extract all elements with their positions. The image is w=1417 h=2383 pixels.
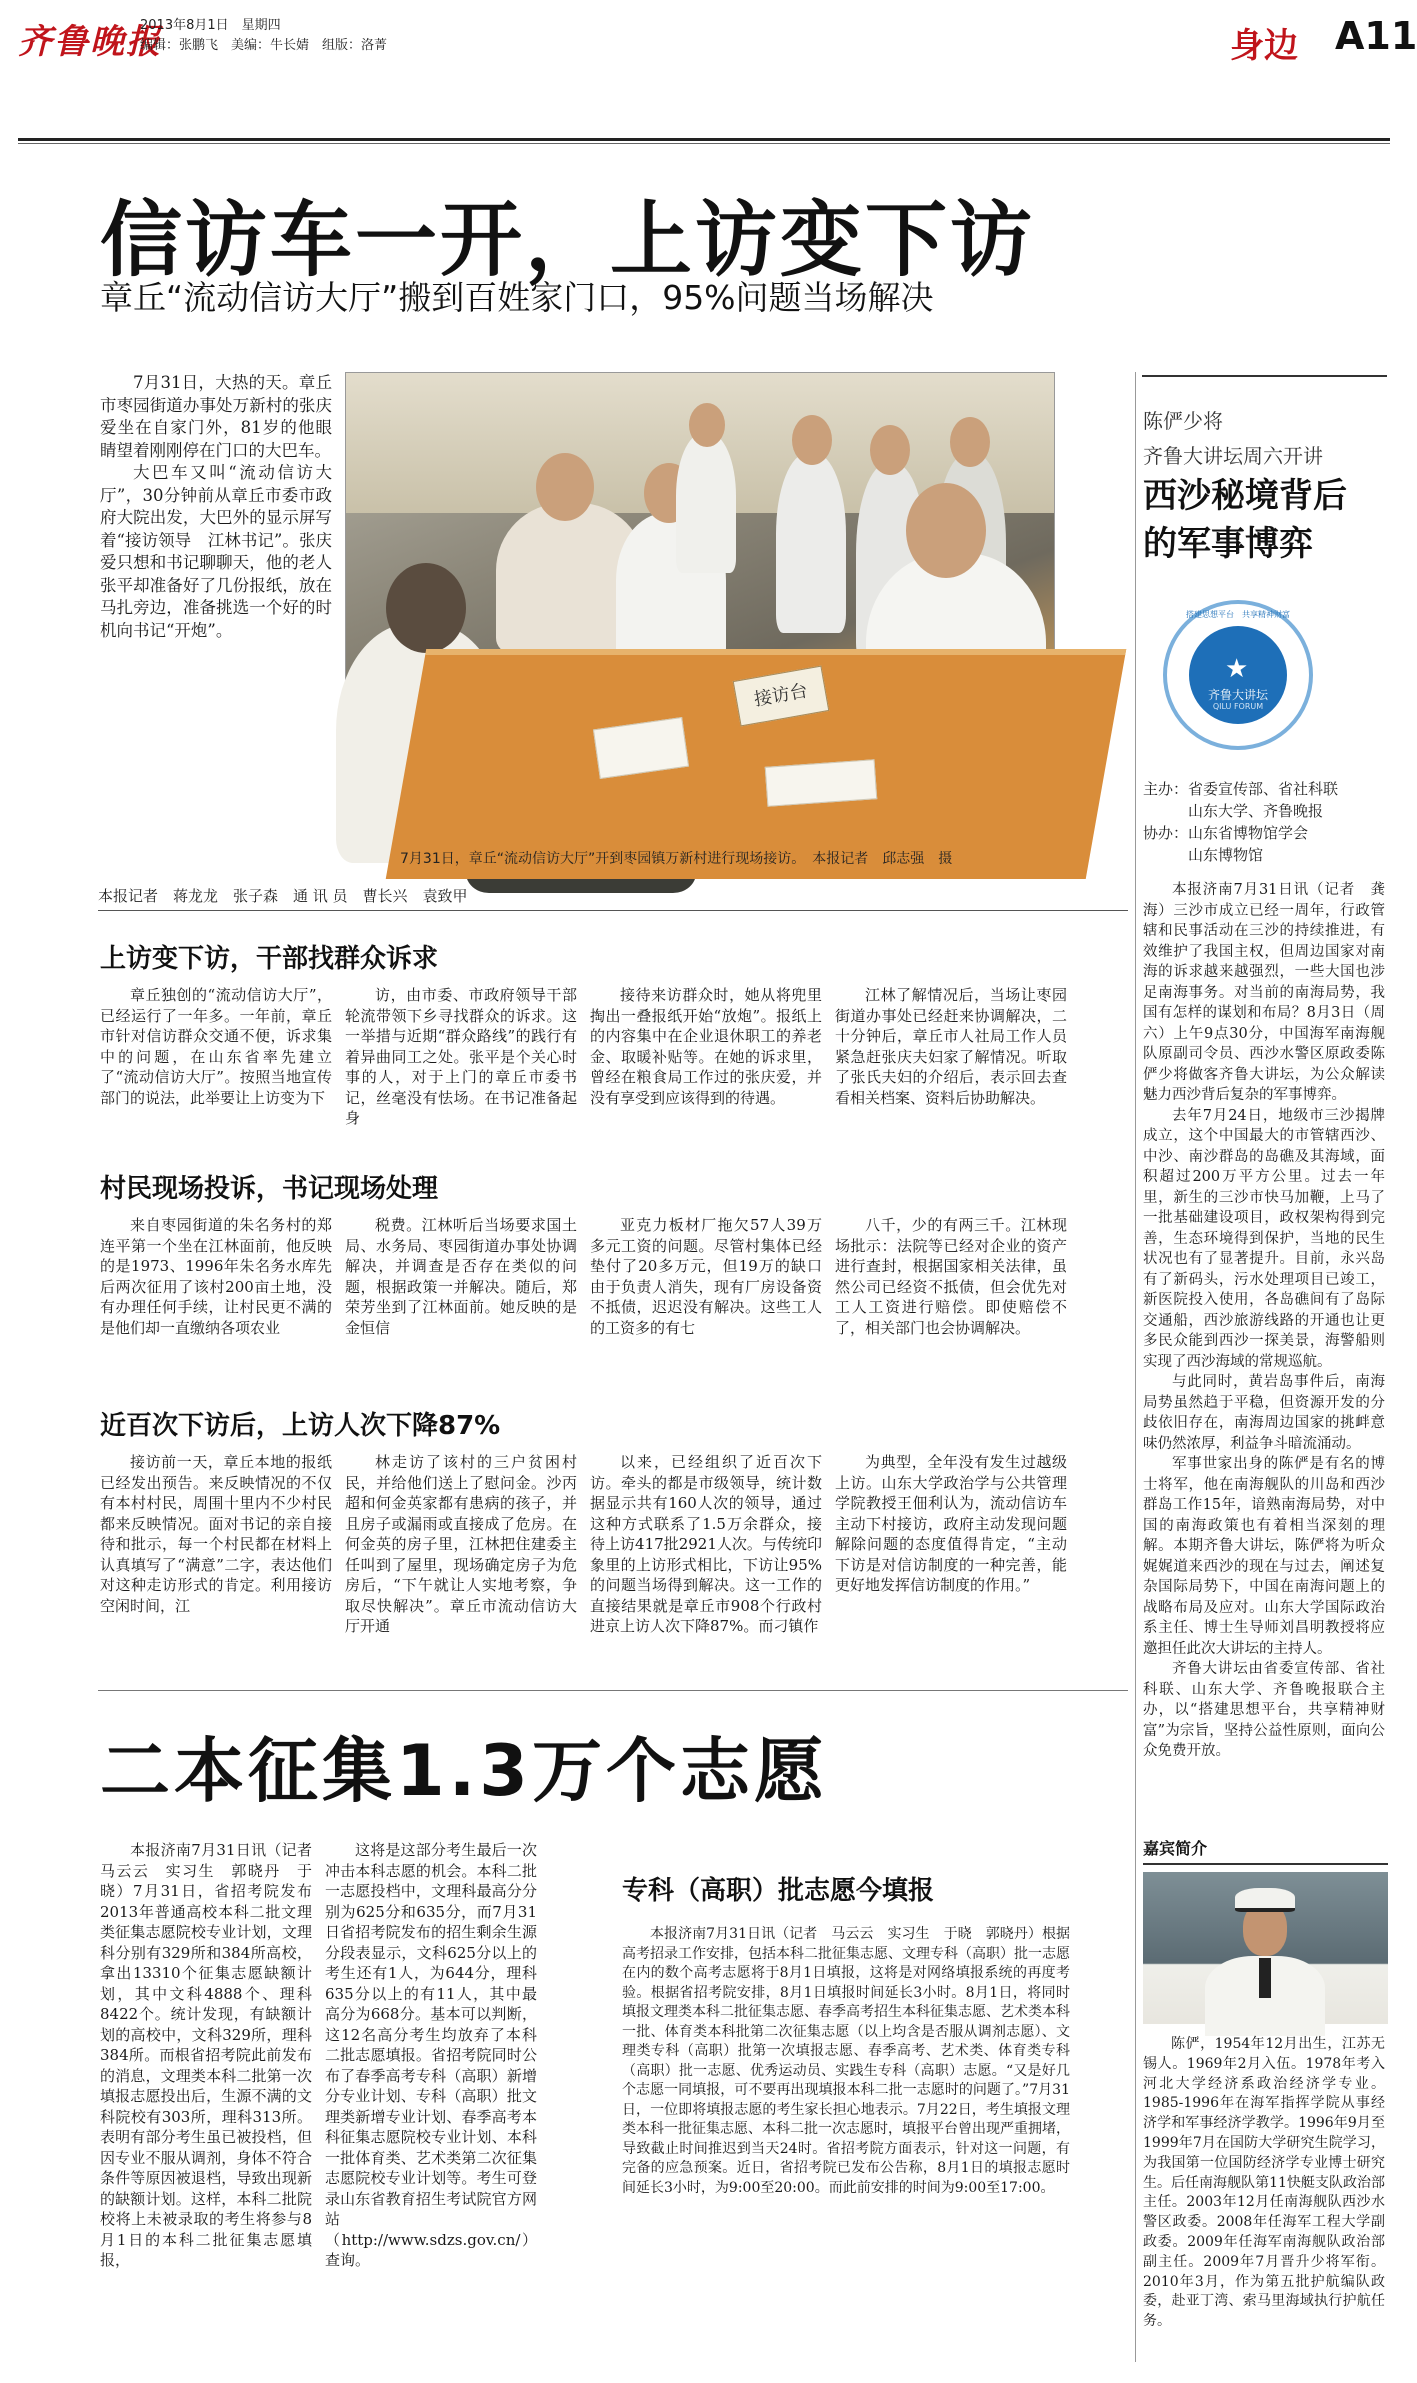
sidebar-paragraph: 齐鲁大讲坛由省委宣传部、省社科联、山东大学、齐鲁晚报联合主办，以“搭建思想平台，共享精神财富”为宗旨，坚持公益性原则，面向公众免费开放。 — [1143, 1661, 1385, 1759]
article3-headline: 专科（高职）批志愿今填报 — [622, 1876, 935, 1906]
article2-column: 本报济南7月31日讯（记者 马云云 实习生 郭晓丹 于晓）7月31日，省招考院发布2013年普通高校本科二批文理类征集志愿院校专业计划，文理科分别有329所和384所高校，拿出13310个征集志愿缺额计划，其中文科4888个、理科8422个。统计发现，有缺额计划的高校中，文科329所，理科384所。而根省招考院此前发布的消息，文理类本科二批第一次填报志愿投出后，生源不满的文科院校有303所，理科313所。表明有部分考生虽已被投档，但因专业不服从调剂，身体不符合条件等原因被退档，导致出现新的缺额计划。这样，本科二批院校将上未被录取的考生将参与8月1日的本科二批征集志愿填报， — [100, 1841, 328, 2269]
header-rule — [18, 138, 1390, 141]
forum-name: 齐鲁大讲坛周六开讲 — [1143, 444, 1323, 468]
editor-credits: 编辑：张鹏飞 美编：牛长婧 组版：洛菁 — [140, 38, 388, 53]
sidebar-top-rule — [1142, 375, 1387, 377]
section-column: 章丘独创的“流动信访大厅”，已经运行了一年多。一年前，章丘市针对信访群众交通不便，诉求集中的问题，在山东省率先建立了“流动信访大厅”。按照当地宣传部门的说法，此举要让上访变为下 — [100, 986, 332, 1107]
sidebar-headline-line: 西沙秘境背后 — [1143, 476, 1347, 516]
lead-paragraph: 7月31日，大热的天。章丘市枣园街道办事处万新村的张庆爱坐在自家门外，81岁的他眼睛望着刚刚停在门口的大巴车。 — [100, 373, 332, 460]
section-column: 八千，少的有两三千。江林现场批示：法院等已经对企业的资产进行查封，根据国家相关法律，虽然公司已经资不抵债，但会优先对工人工资进行赔偿。即使赔偿不了，相关部门也会协调解决。 — [835, 1216, 1067, 1337]
header-rule-thin — [18, 143, 1390, 144]
sidebar-paragraph: 去年7月24日，地级市三沙揭牌成立，这个中国最大的市管辖西沙、中沙、南沙群岛的岛礁及其海域，面积超过200万平方公里。过去一年里，新生的三沙市快马加鞭，上马了一批基础建设项目，政权架构得到完善，生态环境得到保护，当地的民生状况也有了显著提升。目前，永兴岛有了新码头，污水处理项目已竣工，新医院投入使用，各岛礁间有了岛际交通船，西沙旅游线路的开通也让更多民众能到西沙一探美景，海警船则实现了西沙海域的常规巡航。 — [1143, 1107, 1385, 1370]
section-column: 以来，已经组织了近百次下访。牵头的都是市级领导，统计数据显示共有160人次的领导，通过这种方式联系了1.5万余群众，接待上访417批2921人次。与传统印象里的上访形式相比，下访让95%的问题当场得到解决。这一工作的直接结果就是章丘市908个行政村进京上访人次下降87%。而刁镇作 — [590, 1453, 822, 1635]
section-column: 税费。江林听后当场要求国土局、水务局、枣园街道办事处协调解决，并调查是否存在类似的问题，根据政策一并解决。随后，郑荣芳坐到了江林面前。她反映的是金恒信 — [345, 1216, 577, 1337]
photo-caption: 7月31日，章丘“流动信访大厅”开到枣园镇万新村进行现场接访。 本报记者 邱志强 摄 — [400, 851, 953, 867]
section-title: 近百次下访后，上访人次下降87% — [100, 1411, 501, 1441]
lead-paragraph: 大巴车又叫“流动信访大厅”，30分钟前从章丘市委市政府大院出发，大巴外的显示屏写着“接访领导 江林书记”。张庆爱只想和书记聊聊天，他的老人张平却准备好了几份报纸，放在马扎旁边，准备挑选一个好的时机向书记“开炮”。 — [100, 463, 332, 640]
article3-body: 本报济南7月31日讯（记者 马云云 实习生 于晓 郭晓丹）根据高考招录工作安排，包括本科二批征集志愿、文理专科（高职）批一志愿在内的数个高考志愿将于8月1日填报，这将是对网络填报系统的再度考验。根据省招考院安排，8月1日填报时间延长3小时。8月1日，将同时填报文理类本科二批征集志愿、春季高考招生本科征集志愿、艺术类本科一批、体育类本科批第二次征集志愿（以上均含是否服从调剂志愿）、文理类专科（高职）批第一次填报志愿、春季高考、艺术类、体育类专科（高职）批一志愿、优秀运动员、实践生专科（高职）志愿。“又是好几个志愿一同填报，可不要再出现填报本科二批一志愿时的问题了。”7月31日，一位即将填报志愿的考生家长担心地表示。7月22日，考生填报文理类本科一批征集志愿、本科二批一次志愿时，填报平台曾出现严重拥堵，导致截止时间推迟到当天24时。省招考院方面表示，针对这一问题，有完备的应急预案。近日，省招考院已发布公告称，8月1日的填报志愿时间延长3小时，为9:00至20:00。而此前安排的时间为9:00至17:00。 — [622, 1926, 1070, 2196]
article-divider — [98, 1690, 1128, 1691]
sponsor-line: 协办：山东省博物馆学会 — [1143, 824, 1309, 842]
section-column: 林走访了该村的三户贫困村民，并给他们送上了慰问金。沙丙超和何金英家都有患病的孩子，并且房子或漏雨或直接成了危房。在何金英的房子里，江林把住建委主任叫到了屋里，现场确定房子为危房后，“下午就让人实地考察，争取尽快解决”。章丘市流动信访大厅开通 — [345, 1453, 577, 1635]
guest-portrait — [1143, 1872, 1388, 2024]
section-column: 来自枣园街道的朱名务村的郑连平第一个坐在江林面前，他反映的是1973、1996年朱名务水库先后两次征用了该村200亩土地，没有办理任何手续，让村民更不满的是他们却一直缴纳各项农业 — [100, 1216, 332, 1337]
page-number: A11 — [1335, 14, 1417, 58]
sponsor-line: 山东博物馆 — [1143, 846, 1264, 864]
guest-bio — [1143, 2035, 1385, 2332]
sponsor-line: 山东大学、齐鲁晚报 — [1143, 802, 1324, 820]
guest-intro-tag: 嘉宾简介 — [1143, 1836, 1388, 1865]
sidebar-paragraph: 本报济南7月31日讯（记者 龚海）三沙市成立已经一周年，行政管辖和民事活动在三沙的持续推进，有效维护了我国主权，但周边国家对南海的诉求越来越强烈，一些大国也涉足南海事务。对当前的南海局势，我国有怎样的谋划和布局？8月3日（周六）上午9点30分，中国海军南海舰队原副司令员、西沙水警区原政委陈俨少将做客齐鲁大讲坛，为公众解读魅力西沙背后复杂的军事博弈。 — [1143, 882, 1385, 1103]
byline-rule — [98, 910, 1128, 911]
article-headline: 信访车一开，上访变下访 — [100, 193, 1036, 288]
article2-column: 这将是这部分考生最后一次冲击本科志愿的机会。本科二批一志愿投档中，文理科最高分分别为625分和635分，而7月31日省招考院发布的招生剩余生源分段表显示，文科625分以上的考生还有1人，为644分，理科635分以上的有11人，其中最高分为668分。基本可以判断，这12名高分考生均放弃了本科二批志愿填报。省招考院同时公布了春季高考专科（高职）新增分专业计划、专科（高职）批文理类新增专业计划、春季高考本科征集志愿院校专业计划、本科一批体育类、艺术类第二次征集志愿院校专业计划等。考生可登录山东省教育招生考试院官方网站（http://www.sdzs.gov.cn/）查询。 — [325, 1841, 537, 2269]
section-column: 接访前一天，章丘本地的报纸已经发出预告。来反映情况的不仅有本村村民，周围十里内不少村民都来反映情况。面对书记的亲自接待和批示，每一个村民都在材料上认真填写了“满意”二字，表达他们对这种走访形式的肯定。利用接访空闲时间，江 — [100, 1453, 332, 1615]
section-column: 江林了解情况后，当场让枣园街道办事处已经赶来协调解决，二十分钟后，章丘市人社局工作人员紧急赶张庆夫妇家了解情况。听取了张氏夫妇的介绍后，表示回去查看相关档案、资料后协助解决。 — [835, 986, 1067, 1107]
qilu-forum-logo — [1163, 600, 1313, 750]
sidebar-body — [1143, 880, 1385, 1762]
section-column: 为典型，全年没有发生过越级上访。山东大学政治学与公共管理学院教授王佃利认为，流动信访车主动下村接访，政府主动发现问题解除问题的态度值得肯定，“主动下访是对信访制度的一种完善，能更好地发挥信访制度的作用。” — [835, 1453, 1067, 1594]
masthead-logo: 齐鲁晚报 — [18, 22, 162, 62]
news-photo — [345, 372, 1055, 840]
sidebar-paragraph: 与此同时，黄岩岛事件后，南海局势虽然趋于平稳，但资源开发的分歧依旧存在，南海周边国家的挑衅意味仍然浓厚，利益争斗暗流涌动。 — [1143, 1374, 1385, 1452]
guest-bio-text: 陈俨，1954年12月出生，江苏无锡人。1969年2月入伍。1978年考入河北大学经济系政治经济学专业。1985-1996年在海军指挥学院从事经济学和军事经济学教学。1996年9月至1999年7月在国防大学研究生院学习，为我国第一位国防经济学专业博士研究生。后任南海舰队第11快艇支队政治部主任。2003年12月任南海舰队西沙水警区政委。2008年任海军工程大学副政委。2009年任海军南海舰队政治部副主任。2009年7月晋升少将军衔。2010年3月，作为第五批护航编队政委，赴亚丁湾、索马里海域执行护航任务。 — [1143, 2036, 1385, 2330]
section-column: 亚克力板材厂拖欠57人39万多元工资的问题。尽管村集体已经垫付了20多万元，但19万的缺口由于负责人消失，现有厂房设备资不抵债，迟迟没有解决。这些工人的工资多的有七 — [590, 1216, 822, 1337]
sponsor-line: 主办：省委宣传部、省社科联 — [1143, 780, 1339, 798]
sidebar-paragraph: 军事世家出身的陈俨是有名的博士将军，他在南海舰队的川岛和西沙群岛工作15年，谙熟南海局势，对中国的南海政策也有着相当深刻的理解。本期齐鲁大讲坛，陈俨将为听众娓娓道来西沙的现在与过去，阐述复杂国际局势下，中国在南海问题上的战略布局及应对。山东大学国际政治系主任、博士生导师刘昌明教授将应邀担任此次大讲坛的主持人。 — [1143, 1456, 1385, 1657]
logo-en-text: QILU FORUM — [1212, 702, 1264, 711]
section-column: 接待来访群众时，她从将兜里掏出一叠报纸开始“放炮”。报纸上的内容集中在企业退休职工的养老金、取暖补贴等。在她的诉求里，曾经在粮食局工作过的张庆爱，并没有享受到应该得到的待遇。 — [590, 986, 822, 1107]
star-icon: ★ — [1225, 654, 1249, 684]
sidebar-headline — [1143, 472, 1347, 568]
section-title: 村民现场投诉，书记现场处理 — [100, 1174, 439, 1204]
sponsor-list — [1143, 778, 1338, 866]
article2-headline: 二本征集1.3万个志愿 — [100, 1730, 829, 1812]
logo-cn-text: 齐鲁大讲坛 — [1207, 688, 1268, 702]
section-label: 身边 — [1230, 26, 1298, 66]
issue-date: 2013年8月1日 星期四 — [140, 18, 281, 33]
section-column: 访，由市委、市政府领导干部轮流带领下乡寻找群众的诉求。这一举措与近期“群众路线”的践行有着异曲同工之处。张平是个关心时事的人，对于上门的章丘市委书记，丝毫没有怯场。在书记准备起身 — [345, 986, 577, 1127]
reception-desk-sign: 接访台 — [733, 666, 830, 727]
sidebar-headline-line: 的军事博弈 — [1143, 524, 1313, 564]
section-title: 上访变下访，干部找群众诉求 — [100, 944, 439, 974]
article-subhead: 章丘“流动信访大厅”搬到百姓家门口，95%问题当场解决 — [100, 278, 934, 317]
lead-paragraphs — [100, 372, 332, 642]
lecturer-name: 陈俨少将 — [1143, 409, 1223, 433]
sidebar-divider — [1135, 372, 1136, 2362]
article-byline: 本报记者 蒋龙龙 张子森 通 讯 员 曹长兴 袁致甲 — [98, 887, 468, 905]
logo-slogan: 搭建思想平台 共享精神财富 — [1186, 610, 1290, 619]
